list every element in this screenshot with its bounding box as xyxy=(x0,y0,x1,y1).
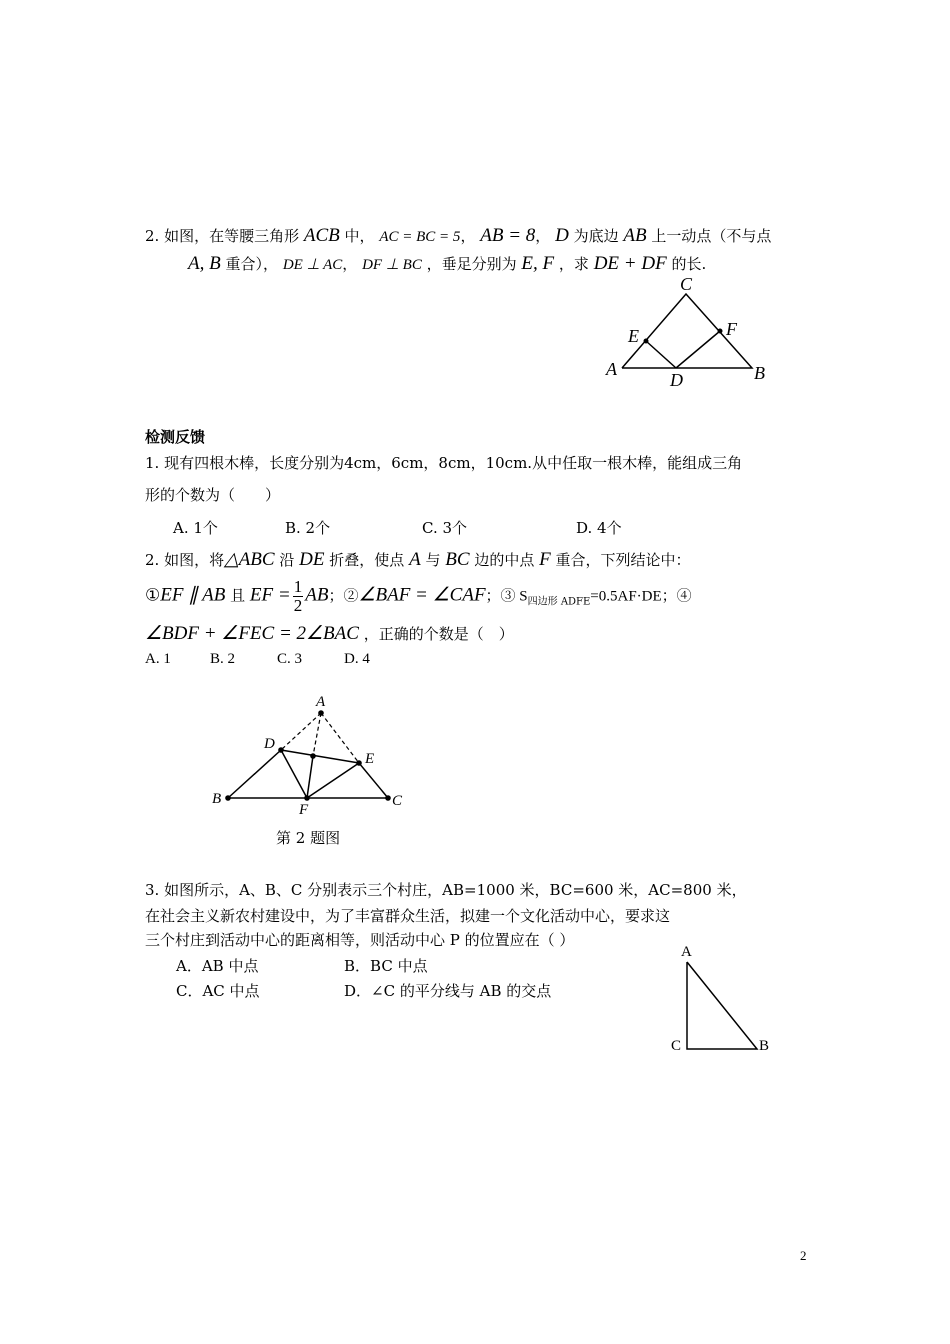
segment-de xyxy=(646,341,676,368)
area-formula: =0.5AF·DE；④ xyxy=(590,588,692,605)
point-b xyxy=(225,795,231,801)
sep: ， xyxy=(535,227,551,245)
q3-option-a: A．AB 中点 xyxy=(176,957,259,975)
find-text: ，求 xyxy=(558,255,589,273)
var-b: B xyxy=(209,253,221,274)
label-c: C xyxy=(392,793,403,809)
fraction-denominator: 2 xyxy=(293,596,303,615)
point-d xyxy=(278,747,284,753)
expr-de-df: DE + DF xyxy=(593,253,667,274)
perp-df-bc: DF ⊥ BC xyxy=(362,257,422,273)
problem-2-line-1 xyxy=(145,225,771,247)
q2-coincide: 重合，下列结论中： xyxy=(555,551,691,569)
q2-triangle: △ABC xyxy=(224,549,275,570)
q2-fold: 折叠，使点 xyxy=(329,551,405,569)
q1-option-d: D. 4个 xyxy=(576,519,622,537)
label-f: F xyxy=(299,802,309,818)
q2-option-c: C. 3 xyxy=(277,651,303,667)
label-e: E xyxy=(628,326,639,346)
label-d: D xyxy=(264,736,275,752)
label-d: D xyxy=(670,370,683,390)
figure-2-caption: 第 2 题图 xyxy=(276,829,341,847)
q2-option-b: B. 2 xyxy=(210,651,236,667)
perp-de-ac: DE ⊥ AC xyxy=(282,257,343,273)
segment-bd xyxy=(228,750,281,798)
label-b: B xyxy=(759,1038,770,1054)
q1-option-a: A. 1个 xyxy=(173,519,218,537)
segment-ce xyxy=(359,763,388,798)
ab-text: AB xyxy=(305,584,329,606)
circled-2: ；② xyxy=(328,586,359,605)
triangle-name: ACB xyxy=(303,225,340,246)
label-a: A xyxy=(606,359,617,379)
feet-text: ，垂足分别为 xyxy=(426,255,517,273)
and-text: 且 xyxy=(230,586,246,605)
figure-fold-triangle xyxy=(205,688,415,818)
label-b: B xyxy=(212,791,222,807)
point-intersection xyxy=(310,753,316,759)
q3-option-b: B．BC 中点 xyxy=(344,957,428,975)
segment-de xyxy=(281,750,359,763)
figure-right-triangle xyxy=(668,940,778,1060)
label-e: E xyxy=(365,751,375,767)
q2-with: 与 xyxy=(425,551,441,569)
segment-ef xyxy=(307,763,359,798)
ef-equals: EF = xyxy=(249,584,291,606)
point-f xyxy=(304,795,310,801)
label-f: F xyxy=(726,319,737,339)
base-text: 为底边 xyxy=(573,227,619,245)
q1-option-c: C. 3个 xyxy=(422,519,468,537)
q1-line-1: 1. 现有四根木棒，长度分别为4cm，6cm，8cm，10cm.从中任取一根木棒，能组成三角 xyxy=(145,454,743,472)
label-b: B xyxy=(754,363,765,383)
q3-line-1: 3. 如图所示，A、B、C 分别表示三个村庄，AB=1000 米，BC=600 米，AC=800 米， xyxy=(145,881,747,899)
fraction-numerator: 1 xyxy=(293,577,303,596)
q2-line-2 xyxy=(145,578,692,615)
sep: ， xyxy=(342,255,358,273)
fraction-one-half xyxy=(293,578,304,615)
q2-mid: 边的中点 xyxy=(474,551,535,569)
point-c xyxy=(385,795,391,801)
q2-f: F xyxy=(539,549,551,570)
point-e xyxy=(644,339,649,344)
q2-a: A xyxy=(409,549,421,570)
area-subscript: 四边形 ADFE xyxy=(527,596,591,608)
var-d: D xyxy=(555,225,569,246)
segment-ad-dashed xyxy=(281,713,321,750)
feet-ef: E, F xyxy=(521,253,555,274)
segment-df xyxy=(281,750,307,798)
q1-line-2: 形的个数为（ ） xyxy=(145,486,281,504)
var-ab: AB xyxy=(623,225,647,246)
line-1-tail: 上一动点（不与点 xyxy=(651,227,772,245)
length-text: 的长. xyxy=(671,255,707,273)
label-a: A xyxy=(316,694,326,710)
problem-2-lead: 2. 如图，在等腰三角形 xyxy=(145,227,300,245)
angle-sum: ∠BDF + ∠FEC = 2∠BAC xyxy=(145,623,359,644)
page-number: 2 xyxy=(800,1248,807,1263)
q2-option-d: D. 4 xyxy=(344,651,370,667)
condition-ab: AB = 8 xyxy=(480,225,536,246)
zh-in: 中， xyxy=(344,227,375,245)
label-a: A xyxy=(681,944,692,960)
point-f xyxy=(718,329,723,334)
q1-option-b: B. 2个 xyxy=(285,519,331,537)
q3-option-c: C．AC 中点 xyxy=(176,982,260,1000)
angle-equality: ∠BAF = ∠CAF xyxy=(358,584,486,606)
point-e xyxy=(356,760,362,766)
coincide-text: 重合）， xyxy=(225,255,279,273)
section-heading: 检测反馈 xyxy=(145,428,206,446)
q2-lead: 2. 如图，将 xyxy=(145,551,225,569)
sep: ， xyxy=(460,227,476,245)
q2-de: DE xyxy=(299,549,325,570)
segment-fold-lower xyxy=(307,756,313,798)
label-c: C xyxy=(671,1038,682,1054)
q2-line-1 xyxy=(145,548,691,571)
q2-along: 沿 xyxy=(279,551,295,569)
point-a xyxy=(318,710,324,716)
ef-parallel-ab: EF ∥ AB xyxy=(160,584,226,606)
figure-isosceles-triangle xyxy=(600,272,780,392)
q3-option-d: D．∠C 的平分线与 AB 的交点 xyxy=(344,982,552,1000)
q3-line-3: 三个村庄到活动中心的距离相等，则活动中心 P 的位置应在（ ） xyxy=(145,931,575,949)
q2-question: ，正确的个数是（ ） xyxy=(363,625,514,643)
q2-option-a: A. 1 xyxy=(145,651,171,667)
q3-line-2: 在社会主义新农村建设中，为了丰富群众生活，拟建一个文化活动中心，要求这 xyxy=(145,907,671,925)
segment-ae-dashed xyxy=(321,713,359,763)
condition-ac-bc: AC = BC = 5 xyxy=(379,229,461,245)
triangle-abc xyxy=(687,962,757,1049)
q2-line-3 xyxy=(145,622,514,645)
segment-df xyxy=(676,331,720,368)
var-a: A, xyxy=(188,253,205,274)
circled-1: ① xyxy=(145,585,161,606)
circled-3: ；③ S xyxy=(485,588,528,605)
q2-bc: BC xyxy=(445,549,470,570)
label-c: C xyxy=(680,274,693,294)
